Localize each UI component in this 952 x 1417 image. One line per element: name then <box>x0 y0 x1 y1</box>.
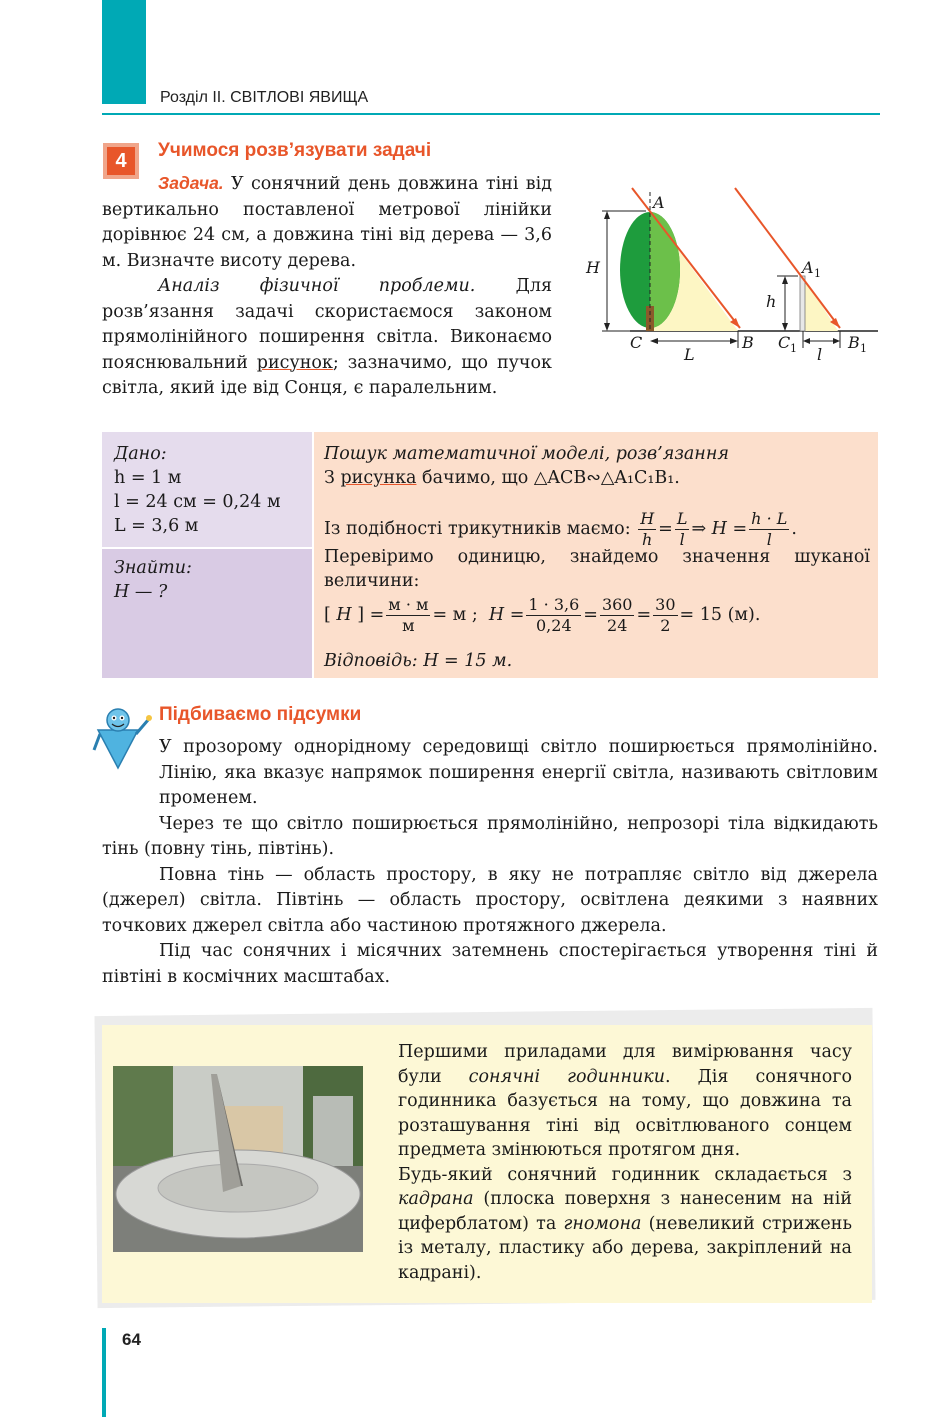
label-B: B <box>742 333 754 352</box>
L-arrow-right <box>730 338 738 344</box>
answer <box>324 649 512 673</box>
label-C1: C <box>778 333 791 352</box>
info-b3: (невеликий стрижень із металу, пластику або дерева, закріплений на кадрані). <box>398 1213 852 1283</box>
frac-L: L <box>676 509 688 528</box>
solution-line1a: З <box>324 468 341 488</box>
shadow-diagram <box>580 180 880 370</box>
analysis-text-b: ; зазначимо, що пучок світла, який іде від Сонця, є паралельним. <box>102 352 552 398</box>
frac-h: h <box>642 530 653 549</box>
frac-hL: h · L <box>751 509 788 528</box>
given-L: L = 3,6 м <box>114 516 199 536</box>
h-arrow-bottom <box>782 323 788 331</box>
H-arrow-top <box>604 211 610 219</box>
summary-p3: Повна тінь — область простору, в яку не потрапляє світло від джерела (джерел) світла. Півтінь — область простору, освітлена деякими з наявних точкових джерел світла або частиною протяжного джерела. <box>102 864 878 936</box>
problem-label: Задача. <box>158 173 224 193</box>
section-number: 4 <box>107 147 135 175</box>
given-l: l = 24 см = 0,24 м <box>114 492 281 512</box>
ruler <box>800 276 805 331</box>
val-den-2: 24 <box>607 616 628 635</box>
figure-link[interactable]: рисунок <box>256 352 333 373</box>
label-C: C <box>630 333 643 352</box>
val-den-3: 2 <box>660 616 671 635</box>
label-A1: A <box>802 258 814 277</box>
summary-p4: Під час сонячних і місячних затемнень спостерігається утворення тіні й півтіні в космічних масштабах. <box>102 941 878 987</box>
l-arrow-left <box>803 338 810 344</box>
label-A1-sub: 1 <box>814 267 821 280</box>
page-number: 64 <box>122 1330 141 1349</box>
info-b-italic2: гномона <box>563 1213 642 1234</box>
label-H: H <box>586 258 600 277</box>
section-title: Учимося розв’язувати задачі <box>158 140 432 161</box>
label-B1: B <box>848 333 860 352</box>
label-l: l <box>817 345 823 364</box>
label-B1-sub: 1 <box>860 342 867 355</box>
info-b-italic1: кадрана <box>398 1189 474 1209</box>
label-L: L <box>684 345 695 364</box>
find-cell <box>102 549 312 678</box>
label-A: A <box>653 193 665 212</box>
header-rule <box>102 113 880 115</box>
footer-bar <box>102 1328 106 1417</box>
problem-statement: У сонячний день довжина тіні від вертикально поставленої метрової лінійки дорівнює 24 см, а довжина тіні від дерева — 3,6 м. Визначте висоту дерева. <box>102 174 552 271</box>
info-a2: . Дія сонячного годинника базується на тому, що довжина та розташування тіні від освітлюваного сонцем предмета змінюються протягом дня. <box>398 1066 852 1160</box>
label-h: h <box>766 292 777 311</box>
similarity-text: Із подібності трикутників маємо: <box>324 519 631 539</box>
header-color-block <box>102 0 146 104</box>
check-units-text: Перевіримо одиницю, знайдемо значення шуканої величини: <box>324 547 870 591</box>
val-num-2: 360 <box>601 595 633 614</box>
calculation-line: [ H ] = $\frac{м \cdot м}{м}$ = м ; H = $\frac{1 \cdot 3,6}{0,24}$ = $\frac{360}{24}$ = $\frac{30}{2}$ = 15 (м). <box>324 595 761 635</box>
summary-text <box>102 735 878 990</box>
info-text <box>398 1040 852 1285</box>
figure-link-2[interactable]: рисунка <box>340 468 417 488</box>
L-arrow-left <box>650 338 658 344</box>
summary-p2: Через те що світло поширюється прямолінійно, непрозорі тіла відкидають тінь (повну тінь, півтінь). <box>102 813 878 859</box>
info-b2: (плоска поверхня з нанесеним на ній циферблатом) та <box>398 1189 852 1234</box>
given-h: h = 1 м <box>114 468 182 488</box>
analysis-label: Аналіз фізичної проблеми. <box>158 276 476 296</box>
unit-den: м <box>402 616 415 635</box>
analysis-text-a: Для розв’язання задачі скористаємося законом прямолінійного поширення світла. Виконаємо пояснювальний <box>102 276 552 373</box>
result-value: 15 (м). <box>699 605 761 625</box>
problem-text <box>102 171 552 402</box>
val-num-1: 1 · 3,6 <box>528 595 580 614</box>
info-a: Першими приладами для вимірювання часу були <box>398 1042 852 1087</box>
given-label: Дано: <box>114 444 167 464</box>
info-b: Будь-який сонячний годинник складається з <box>398 1164 852 1185</box>
summary-p1: У прозорому однорідному середовищі світло поширюється прямолінійно. Лінію, яка вказує напрямок поширення енергії світла, називають світловим променем. <box>159 737 878 808</box>
h-arrow-top <box>782 276 788 284</box>
frac-l-2: l <box>766 530 772 549</box>
H-arrow-bottom <box>604 323 610 331</box>
sundial-photo <box>113 1066 363 1252</box>
solution-title: Пошук математичної моделі, розв’язання <box>324 444 729 464</box>
answer-text: Відповідь: H = 15 м. <box>324 651 513 671</box>
val-den-1: 0,24 <box>536 616 572 635</box>
info-a-italic: сонячні годинники <box>468 1066 665 1087</box>
solution-cell <box>314 432 878 678</box>
given-cell <box>102 432 312 547</box>
summary-title: Підбиваємо підсумки <box>159 704 362 725</box>
solution-line1b: бачимо, що △ACB∾△A₁C₁B₁. <box>416 468 680 488</box>
similarity-line: Із подібності трикутників маємо: $\frac{H}{h}$ = $\frac{L}{l}$ ⇒ H = $\frac{h \cdot L}{l}$ . <box>324 509 797 549</box>
sun-ray-2 <box>735 188 840 328</box>
find-value: H — ? <box>114 582 168 602</box>
find-label: Знайти: <box>114 558 192 578</box>
frac-l: l <box>679 530 685 549</box>
l-arrow-right <box>833 338 840 344</box>
frac-H: H <box>640 509 655 528</box>
val-num-3: 30 <box>655 595 676 614</box>
label-C1-sub: 1 <box>790 342 797 355</box>
chapter-title: Розділ ІІ. СВІТЛОВІ ЯВИЩА <box>160 89 369 106</box>
unit-num: м · м <box>388 595 429 614</box>
